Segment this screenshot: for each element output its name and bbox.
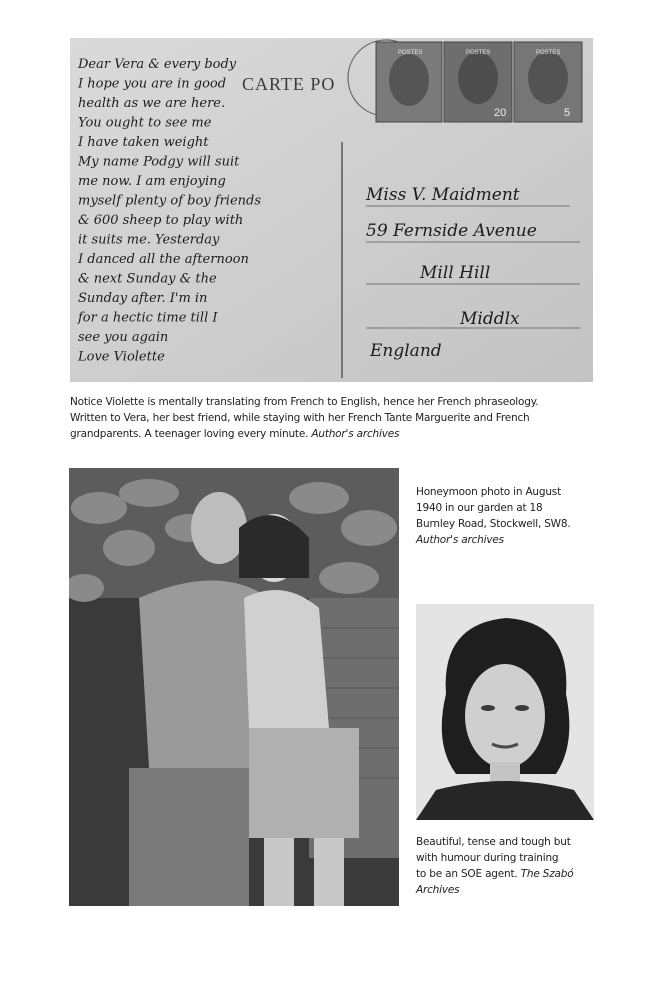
portrait-caption-line-1: Beautiful, tense and tough but bbox=[416, 836, 571, 848]
stamp-label-3: POSTES bbox=[536, 50, 561, 56]
honeymoon-photo bbox=[69, 468, 399, 906]
postcard-message-line: My name Podgy will suit bbox=[78, 154, 240, 170]
portrait-caption-credit-2: Archives bbox=[416, 884, 460, 896]
postcard-message-line: I danced all the afternoon bbox=[78, 252, 249, 267]
stamp-label-1: POSTES bbox=[398, 50, 423, 56]
postcard-message-line: I have taken weight bbox=[78, 135, 209, 150]
postcard-address-line: 59 Fernside Avenue bbox=[366, 221, 537, 241]
postcard-message-line: I hope you are in good bbox=[78, 76, 227, 92]
postcard-message-line: Love Violette bbox=[78, 349, 165, 365]
postcard-address-line: England bbox=[370, 341, 442, 361]
honeymoon-caption bbox=[416, 484, 616, 548]
postcard-message-line: for a hectic time till I bbox=[78, 310, 218, 326]
postcard-caption-line-3 bbox=[70, 426, 600, 442]
stamp-label-2: POSTES bbox=[466, 50, 491, 56]
portrait-caption-line-3 bbox=[416, 866, 616, 882]
postcard-message-line: myself plenty of boy friends bbox=[78, 193, 262, 209]
postcard-caption-line-2: Written to Vera, her best friend, while staying with her French Tante Marguerite and French bbox=[70, 412, 530, 424]
postcard-message-line: see you again bbox=[78, 330, 169, 345]
honeymoon-caption-line-2: 1940 in our garden at 18 bbox=[416, 502, 543, 514]
postcard-message-line: health as we are here. bbox=[78, 96, 226, 111]
stamp-value-2: 20 bbox=[494, 107, 507, 119]
honeymoon-caption-credit: Author's archives bbox=[416, 534, 504, 546]
postcard-message-line: You ought to see me bbox=[78, 115, 212, 131]
postcard-message-line: Dear Vera & every body bbox=[78, 57, 237, 72]
postcard-address-line: Miss V. Maidment bbox=[366, 185, 520, 205]
honeymoon-caption-line-1: Honeymoon photo in August bbox=[416, 486, 561, 498]
postcard-address-line: Mill Hill bbox=[420, 263, 491, 283]
portrait-caption-line-2: with humour during training bbox=[416, 852, 559, 864]
postcard-caption-credit: Author's archives bbox=[311, 428, 400, 440]
honeymoon-caption-line-3: Burnley Road, Stockwell, SW8. bbox=[416, 518, 571, 530]
postcard-address-line: Middlx bbox=[460, 309, 520, 329]
postcard-caption bbox=[70, 394, 600, 442]
portrait-caption-line-3-text: to be an SOE agent. bbox=[416, 868, 518, 880]
postcard-heading: CARTE PO bbox=[242, 74, 336, 94]
postcard-message-line: & 600 sheep to play with bbox=[78, 213, 244, 228]
postcard-caption-line-1: Notice Violette is mentally translating from French to English, hence her French phraseology. bbox=[70, 396, 539, 408]
postcard-photo bbox=[70, 38, 593, 382]
postcard-caption-line-3-text: grandparents. A teenager loving every minute. bbox=[70, 428, 309, 440]
portrait-caption bbox=[416, 834, 616, 898]
postcard-message-line: me now. I am enjoying bbox=[78, 174, 226, 189]
portrait-caption-credit-1: The Szabó bbox=[520, 868, 574, 880]
portrait-photo bbox=[416, 604, 594, 820]
stamp-value-3: 5 bbox=[564, 107, 571, 119]
postcard-message-line: Sunday after. I'm in bbox=[78, 291, 208, 306]
postcard-message-line: & next Sunday & the bbox=[78, 271, 217, 287]
postcard-message-line: it suits me. Yesterday bbox=[78, 232, 220, 248]
